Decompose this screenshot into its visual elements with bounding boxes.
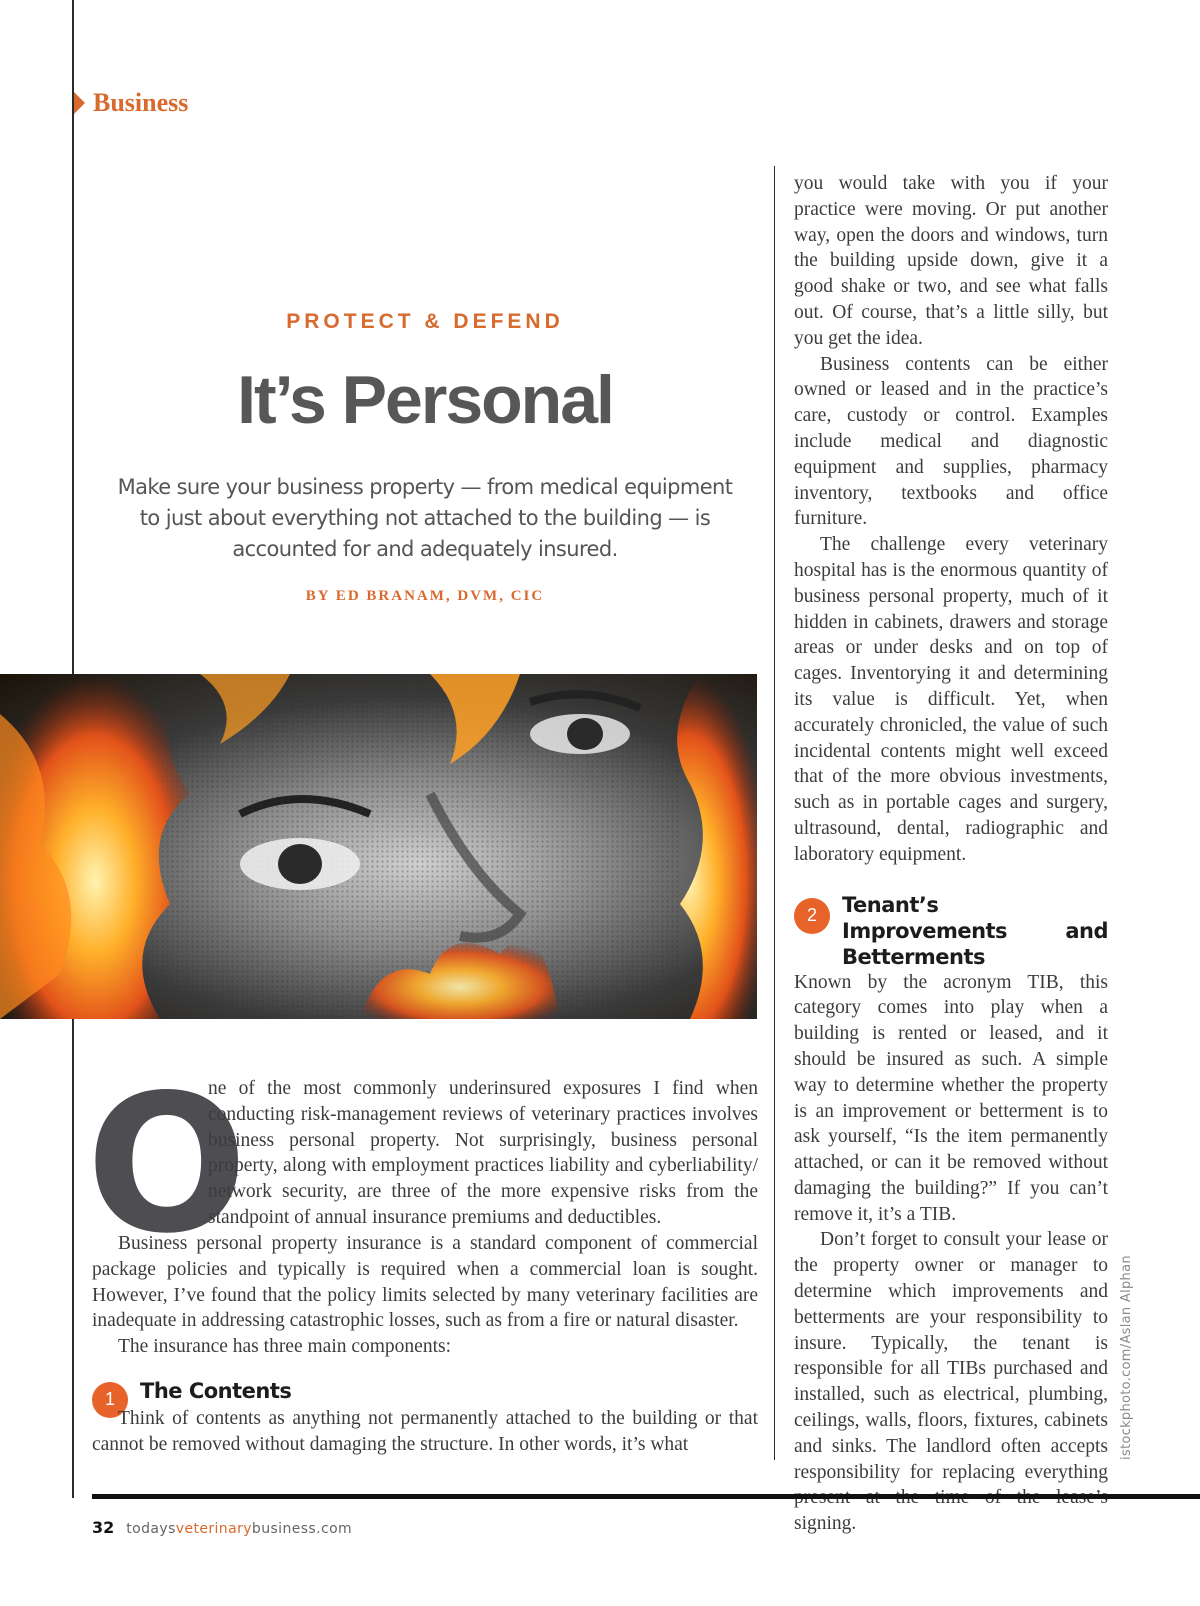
footer-rule bbox=[92, 1494, 1200, 1499]
right-paragraph-1: you would take with you if your practice were moving. Or put another way, open the doors and windows, turn the building upside down, give it a good shake or two, and see what falls out. Of course, that’s a little silly, but you get the idea. bbox=[794, 173, 1108, 349]
hero-image-burning-money bbox=[0, 674, 757, 1019]
contents-paragraph-1: Think of contents as anything not permanently attached to the building or that cannot be removed without damaging the structure. In other words, it’s what bbox=[92, 1407, 758, 1455]
article-title: It’s Personal bbox=[237, 362, 613, 438]
right-paragraph-3: The challenge every veterinary hospital has is the enormous quantity of business personal property, much of it hidden in cabinets, drawers and storage areas or under desks and on top of cages. Inventorying it and determining its value is difficult. Yet, when accurately chronicled, the value of such incidental contents might well exceed that of the more obvious investments, such as in portable cages and surgery, ultrasound, dental, radiographic and laboratory equipment. bbox=[794, 534, 1108, 865]
triangle-marker-icon bbox=[74, 92, 85, 114]
burning-banknote-illustration bbox=[0, 674, 757, 1019]
section-label: Business bbox=[93, 88, 189, 117]
number-circle-1: 1 bbox=[92, 1382, 128, 1418]
number-circle-2: 2 bbox=[794, 898, 830, 934]
paragraph-1: ne of the most commonly underinsured exposures I find when conducting risk-management reviews of veterinary practices involves business personal property. Not surprisingly, business personal property, along with employment practices liability and cyberliability/ network security, are three of the more expensive risks from the standpoint of annual insurance premiums and deductibles. bbox=[208, 1078, 758, 1228]
right-column bbox=[794, 171, 1108, 1537]
site-prefix: todays bbox=[126, 1521, 176, 1537]
article-byline: BY ED BRANAM, DVM, CIC bbox=[305, 588, 545, 604]
left-column bbox=[86, 1054, 758, 1458]
tib-paragraph-2: Don’t forget to consult your lease or the property owner or manager to determine which improvements and betterments are your responsibility to insure. Typically, the tenant is responsible for all TIBs purchased and installed, such as electrical, plumbing, ceilings, walls, floors, fixtures, cabinets and sinks. The landlord often accepts responsibility for replacing everything signing. bbox=[794, 1229, 1108, 1535]
site-accent: veterinary bbox=[175, 1521, 252, 1537]
right-paragraph-2: Business contents can be either owned or leased and in the practice’s care, custody or control. Examples include medical and diagnostic equipment and supplies, pharmacy inventory, textbooks and office furniture. bbox=[794, 353, 1108, 530]
drop-cap: O bbox=[86, 1054, 248, 1275]
article-deck: Make sure your business property — from medical equipment to just about everything not attached to the building — is accounted for and adequately insured. bbox=[117, 475, 733, 561]
paragraph-3: The insurance has three main components: bbox=[118, 1336, 452, 1358]
subhead-title-tib: Tenant’s Improvements and Betterments bbox=[842, 892, 1108, 969]
column-divider-rule bbox=[774, 166, 775, 1460]
subhead-title-contents: The Contents bbox=[140, 1378, 292, 1403]
article-kicker: PROTECT & DEFEND bbox=[286, 310, 564, 333]
tib-paragraph-1: Known by the acronym TIB, this category comes into play when a building is rented or leased, and it should be insured as such. A simple way to determine whether the property is an improvement or betterment is to ask yourself, “Is the item permanently attached, or can it be removed without damaging the building?” If you can’t remove it, it’s a TIB. bbox=[794, 971, 1108, 1225]
photo-credit: istockphoto.com/Aslan Alphan bbox=[1119, 1255, 1134, 1460]
site-url bbox=[126, 1521, 352, 1537]
site-suffix: business.com bbox=[251, 1521, 353, 1537]
subhead-tib bbox=[794, 892, 1108, 970]
page-footer bbox=[92, 1518, 352, 1537]
paragraph-2: Business personal property insurance is a standard component of commercial package policies and typically is required when a commercial loan is sought. However, I’ve found that the policy limits selected by many veterinary facilities are inadequate in addressing catastrophic losses, such as from a fire or natural disaster. bbox=[92, 1233, 758, 1332]
opening-paragraph bbox=[86, 1054, 758, 1275]
page-number: 32 bbox=[92, 1518, 115, 1537]
section-tag bbox=[74, 88, 188, 118]
